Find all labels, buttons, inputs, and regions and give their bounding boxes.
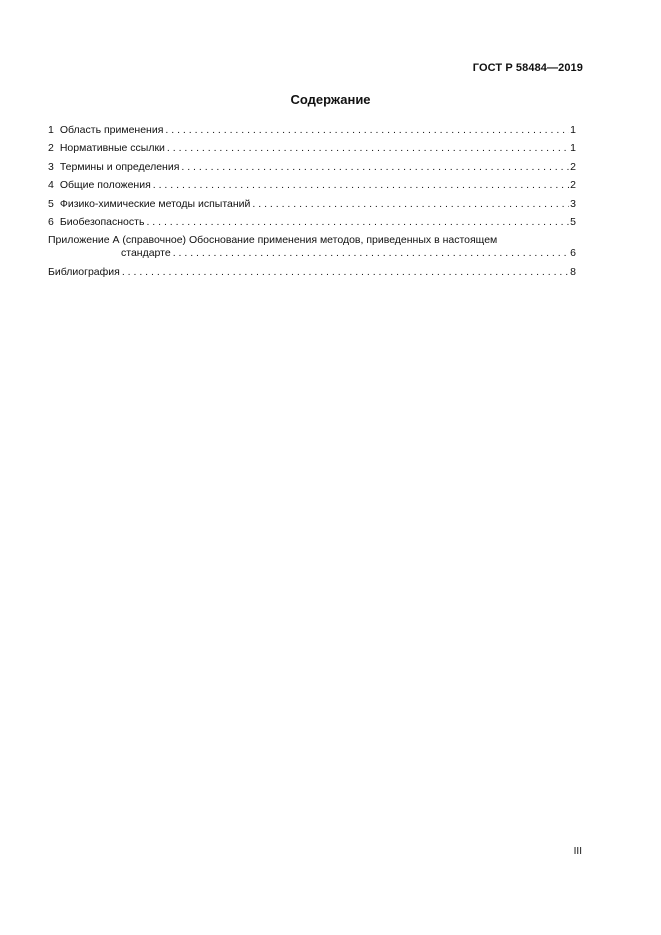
toc-entry-page: 1: [570, 142, 576, 155]
toc-entry-scope[interactable]: [48, 124, 576, 137]
toc-entry-number: 5: [48, 197, 54, 210]
toc-leader-dots: [181, 161, 569, 174]
toc-entry-test-methods[interactable]: [48, 198, 576, 211]
toc-leader-dots: [165, 124, 569, 137]
toc-entry-biosafety[interactable]: [48, 216, 576, 229]
toc-entry-general-provisions[interactable]: [48, 179, 576, 192]
toc-entry-number: 4: [48, 179, 54, 192]
table-of-contents: [48, 124, 576, 284]
toc-entry-page: 8: [570, 265, 576, 278]
toc-title: Содержание: [290, 92, 371, 107]
toc-entry-page: 5: [570, 215, 576, 228]
toc-entry-label: Физико-химические методы испытаний: [59, 197, 251, 210]
toc-entry-terms-definitions[interactable]: [48, 161, 576, 174]
document-code: ГОСТ Р 58484—2019: [472, 62, 583, 74]
toc-leader-dots: [173, 247, 569, 260]
toc-leader-dots: [146, 216, 569, 229]
toc-annex-continuation: [48, 247, 576, 260]
toc-annex-title: Приложение А (справочное) Обоснование применения методов, приведенных в настоящем: [48, 234, 498, 247]
toc-leader-dots: [252, 198, 569, 211]
toc-entry-page: 1: [570, 124, 576, 136]
toc-entry-number: 3: [48, 160, 54, 173]
toc-entry-number: 6: [48, 215, 54, 228]
toc-entry-label: Библиография: [48, 265, 120, 278]
toc-entry-label: Общие положения: [59, 179, 151, 192]
toc-entry-page: 2: [570, 179, 576, 192]
toc-annex-label-cont: стандарте: [121, 247, 171, 260]
toc-leader-dots: [167, 142, 569, 155]
toc-entry-page: 3: [570, 197, 576, 210]
toc-entry-label: Нормативные ссылки: [59, 142, 165, 155]
toc-entry-annex-a[interactable]: [48, 234, 576, 260]
toc-leader-dots: [122, 266, 569, 279]
toc-entry-label: Термины и определения: [59, 160, 180, 173]
toc-leader-dots: [153, 179, 569, 192]
toc-entry-normative-references[interactable]: [48, 142, 576, 155]
toc-entry-bibliography[interactable]: [48, 266, 576, 279]
toc-entry-label: Биобезопасность: [59, 215, 145, 228]
toc-entry-page: 6: [570, 247, 576, 260]
toc-entry-page: 2: [570, 160, 576, 173]
page-number: III: [573, 846, 582, 857]
toc-entry-number: 1: [48, 124, 54, 136]
toc-entry-number: 2: [48, 142, 54, 155]
toc-entry-label: Область применения: [59, 124, 164, 136]
